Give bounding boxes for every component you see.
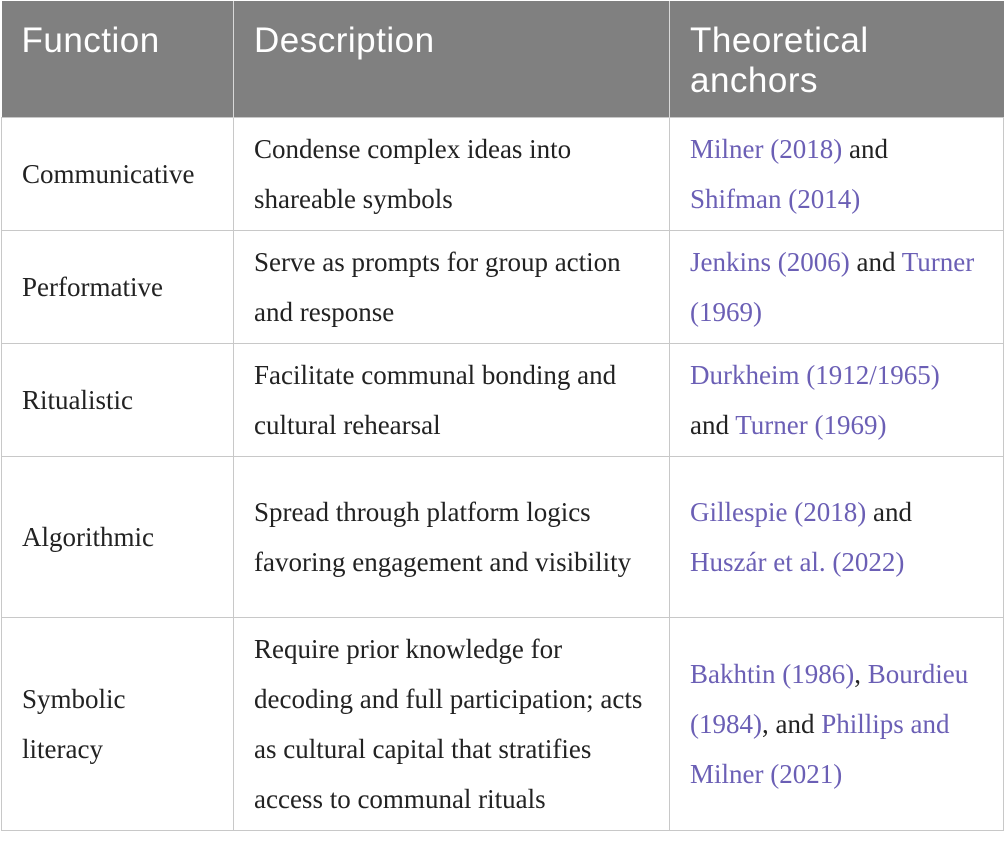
description-cell: Condense complex ideas into shareable symbols [234, 118, 670, 231]
header-row [2, 1, 1004, 118]
function-cell: Communicative [2, 118, 234, 231]
anchor-text: , and [761, 709, 822, 739]
anchors-cell [670, 118, 1004, 231]
citation-link[interactable]: Turner (1969) [735, 410, 887, 440]
citation-link[interactable]: Durkheim (1912/1965) [690, 360, 940, 390]
function-cell: Algorithmic [2, 457, 234, 618]
description-cell: Spread through platform logics favoring engagement and visibility [234, 457, 670, 618]
description-cell: Facilitate communal bonding and cultural rehearsal [234, 344, 670, 457]
anchor-text: and [849, 247, 902, 277]
function-cell: Ritualistic [2, 344, 234, 457]
anchors-cell [670, 344, 1004, 457]
citation-link[interactable]: Phillips and Milner (2021) [690, 709, 950, 789]
citation-link[interactable]: Shifman (2014) [690, 184, 861, 214]
anchor-text: and [866, 497, 912, 527]
anchor-text: and [690, 410, 736, 440]
header-description: Description [234, 1, 670, 118]
citation-link[interactable]: Gillespie (2018) [690, 497, 867, 527]
header-function: Function [2, 1, 234, 118]
header-theoretical-anchors: Theoretical anchors [670, 1, 1004, 118]
citation-link[interactable]: Turner (1969) [690, 247, 975, 327]
citation-link[interactable]: Bakhtin (1986) [690, 659, 855, 689]
anchors-cell [670, 618, 1004, 831]
description-cell: Require prior knowledge for decoding and full participation; acts as cultural capital that stratifies access to communal rituals [234, 618, 670, 831]
function-cell: Performative [2, 231, 234, 344]
anchors-cell [670, 457, 1004, 618]
citation-link[interactable]: Jenkins (2006) [690, 247, 850, 277]
citation-link[interactable]: Bourdieu (1984) [690, 659, 969, 739]
table-row [2, 231, 1004, 344]
citation-link[interactable]: Milner (2018) [690, 134, 843, 164]
table-row [2, 118, 1004, 231]
table-row [2, 618, 1004, 831]
description-cell: Serve as prompts for group action and response [234, 231, 670, 344]
anchors-cell [670, 231, 1004, 344]
table-row [2, 457, 1004, 618]
function-cell: Symbolic literacy [2, 618, 234, 831]
anchor-text: and [842, 134, 888, 164]
citation-link[interactable]: Huszár et al. (2022) [690, 547, 905, 577]
table-row [2, 344, 1004, 457]
functions-table [1, 1, 1004, 831]
anchor-text: , [854, 659, 868, 689]
